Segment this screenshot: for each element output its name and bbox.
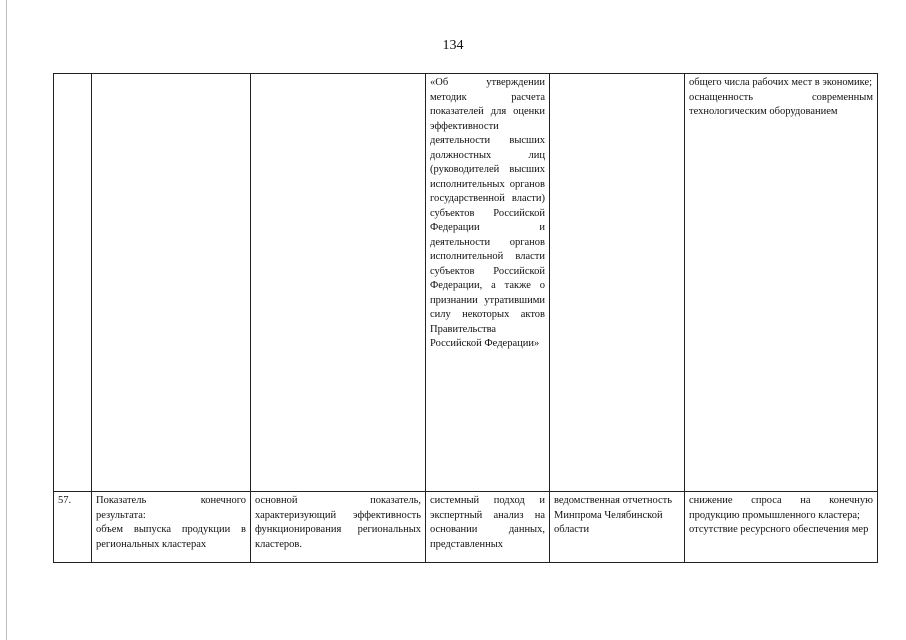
- cell-description: [251, 74, 426, 492]
- cell-source: ведомственная отчетность Минпрома Челябинской области: [550, 492, 685, 563]
- cell-number: [54, 74, 92, 492]
- cell-indicator: Показатель конечного результата: объем выпуска продукции в региональных кластерах: [92, 492, 251, 563]
- table-row: [54, 74, 878, 492]
- cell-risks: общего числа рабочих мест в экономике; оснащенность современным технологическим оборудованием: [685, 74, 878, 492]
- cell-source: [550, 74, 685, 492]
- cell-method: системный подход и экспертный анализ на основании данных, представленных: [426, 492, 550, 563]
- table-row: [54, 492, 878, 563]
- cell-indicator: [92, 74, 251, 492]
- page-left-edge: [6, 0, 7, 640]
- document-table: [53, 73, 878, 563]
- cell-number: 57.: [54, 492, 92, 563]
- cell-risks: снижение спроса на конечную продукцию промышленного кластера; отсутствие ресурсного обеспечения мер: [685, 492, 878, 563]
- page-number: 134: [442, 38, 464, 53]
- cell-method: «Об утверждении методик расчета показателей для оценки эффективности деятельности высших должностных лиц (руководителей высших исполнительных органов государственной власти) субъектов Российской Федерации и деятельности органов исполнительной власти субъектов Российской Федерации, а также о признании утратившими силу некоторых актов Правительства Российской Федерации»: [426, 74, 550, 492]
- cell-description: основной показатель, характеризующий эффективность функционирования региональных кластеров.: [251, 492, 426, 563]
